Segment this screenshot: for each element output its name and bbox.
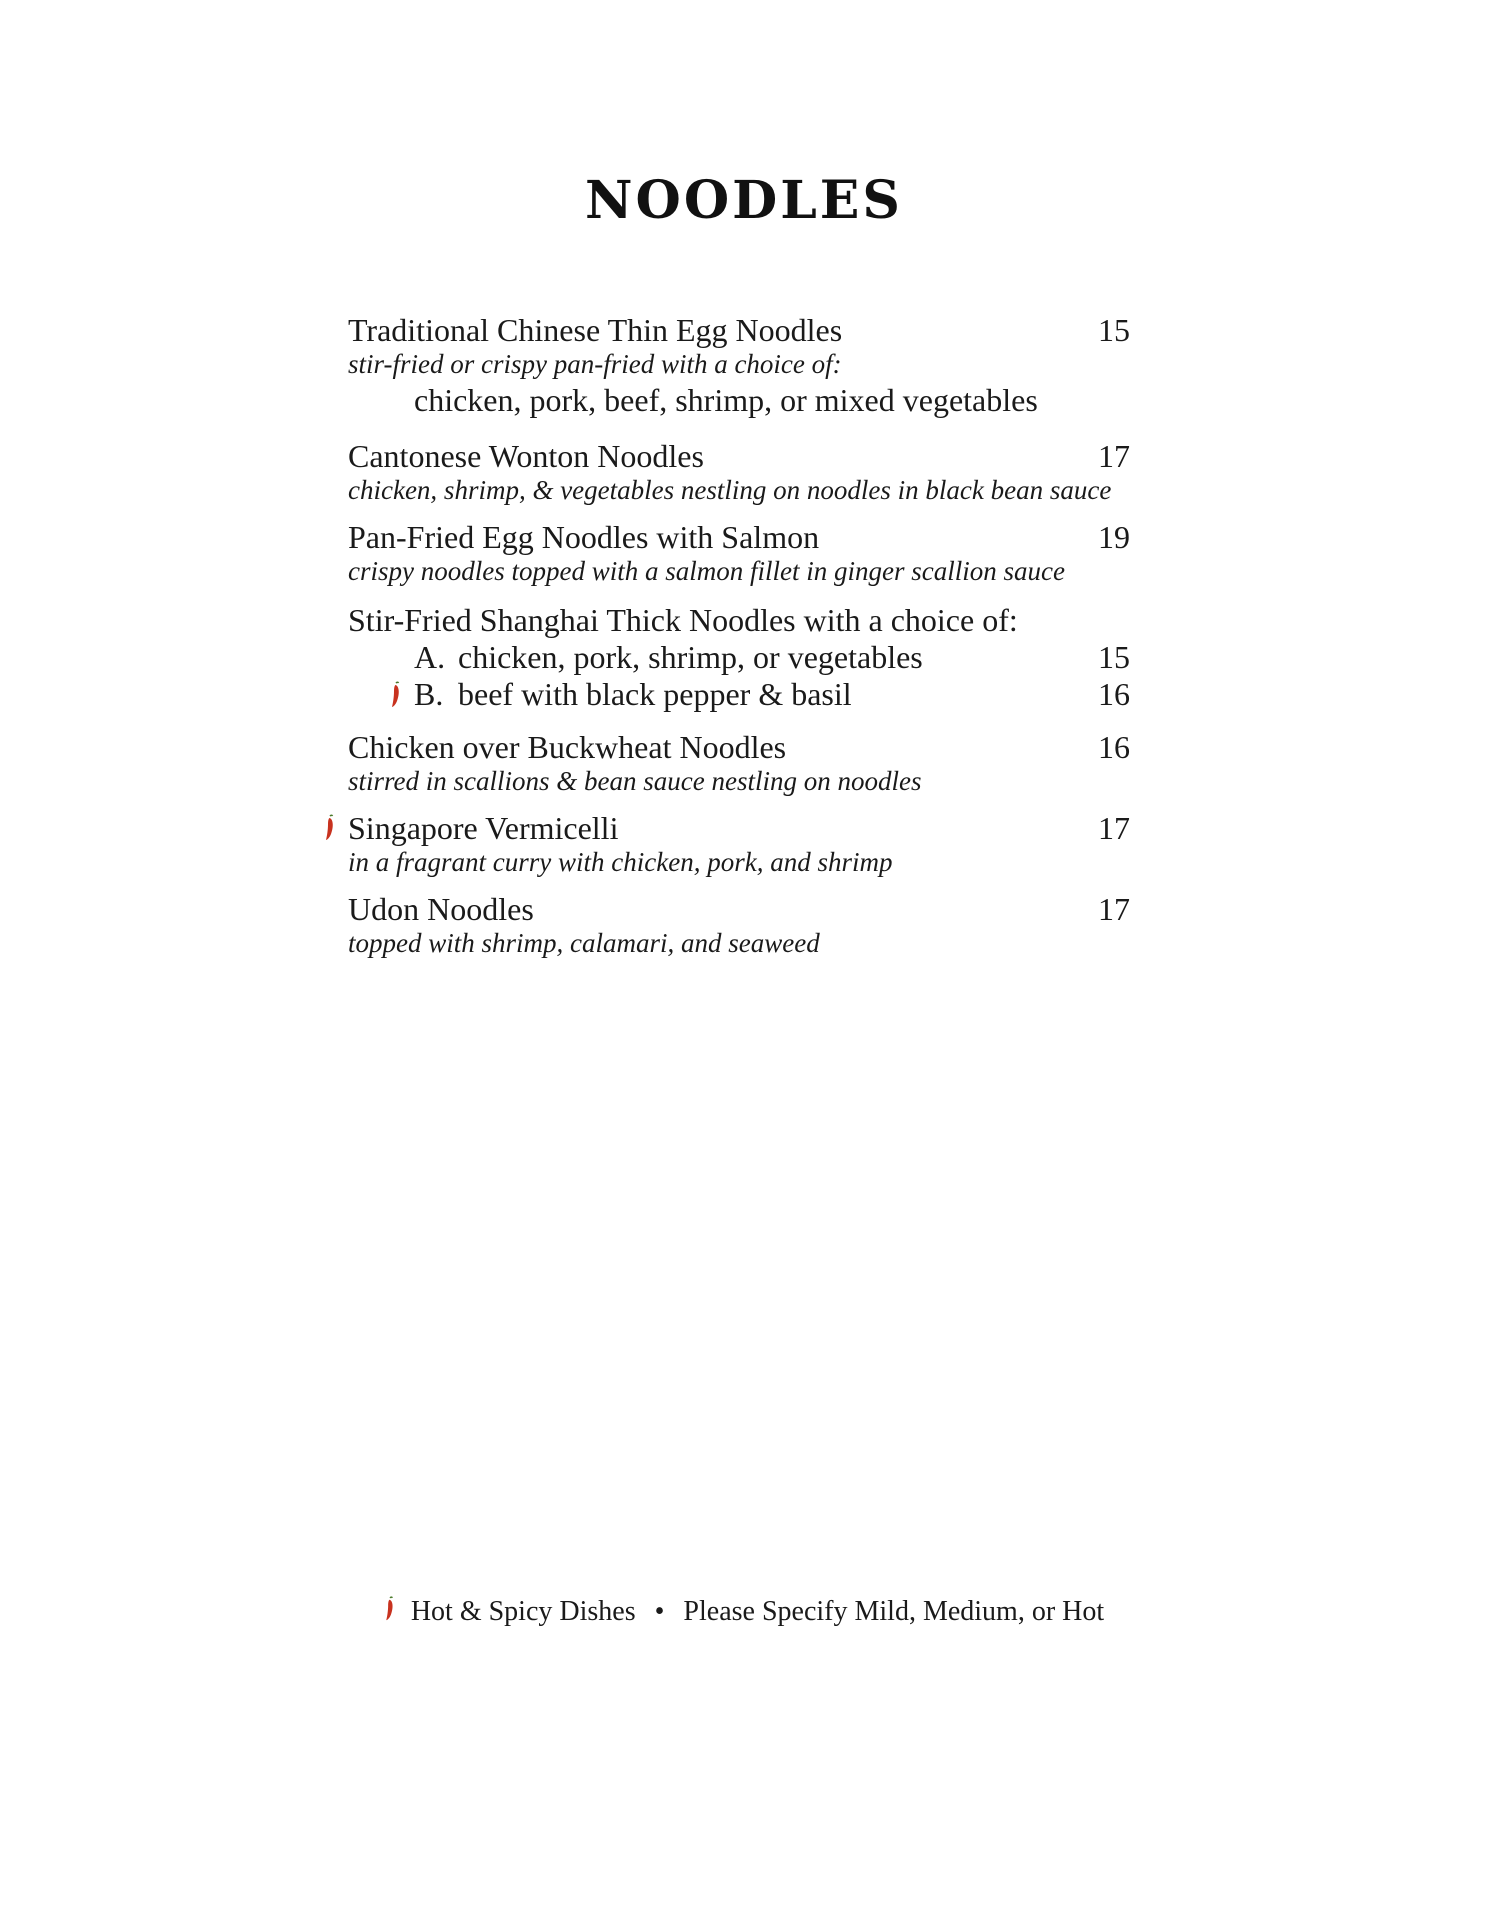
menu-item-price: 16	[1098, 729, 1130, 765]
option-letter: A.	[414, 639, 446, 675]
menu-item-option-b	[348, 676, 1138, 713]
option-text: beef with black pepper & basil	[458, 676, 852, 712]
menu-item-price: 19	[1098, 519, 1130, 555]
option-price: 16	[1098, 676, 1130, 712]
menu-item-header	[348, 519, 1138, 556]
spicy-legend	[0, 1596, 1488, 1628]
menu-item-buckwheat-noodles	[348, 729, 1138, 796]
menu-item-header	[348, 438, 1138, 475]
menu-item-description: crispy noodles topped with a salmon fillet in ginger scallion sauce	[348, 556, 1065, 586]
chili-pepper-icon	[390, 681, 402, 709]
spicy-label: Hot & Spicy Dishes	[410, 1596, 636, 1627]
menu-item-description: stir-fried or crispy pan-fried with a choice of:	[348, 349, 842, 379]
menu-item-header	[348, 312, 1138, 349]
menu-item-description: chicken, shrimp, & vegetables nestling on noodles in black bean sauce	[348, 475, 1112, 505]
menu-item-name: Cantonese Wonton Noodles	[348, 438, 704, 474]
menu-item-header	[348, 810, 1138, 847]
menu-item-price: 17	[1098, 438, 1130, 474]
menu-item-name: Pan-Fried Egg Noodles with Salmon	[348, 519, 820, 555]
option-price: 15	[1098, 639, 1130, 675]
menu-item-choices: chicken, pork, beef, shrimp, or mixed vegetables	[414, 382, 1038, 418]
option-letter: B.	[414, 676, 444, 712]
menu-item-singapore-vermicelli	[348, 810, 1138, 877]
option-text: chicken, pork, shrimp, or vegetables	[458, 639, 923, 675]
menu-item-name: Chicken over Buckwheat Noodles	[348, 729, 787, 765]
menu-item-udon-noodles	[348, 891, 1138, 958]
menu-item-price: 17	[1098, 810, 1130, 846]
menu-item-wonton-noodles	[348, 438, 1138, 505]
menu-item-salmon-noodles	[348, 519, 1138, 586]
page-title: NOODLES	[585, 170, 903, 231]
chili-pepper-icon	[324, 814, 336, 842]
menu-item-name: Stir-Fried Shanghai Thick Noodles with a choice of:	[348, 602, 1018, 638]
menu-item-price: 15	[1098, 312, 1130, 348]
menu-item-name: Singapore Vermicelli	[348, 810, 619, 846]
menu-item-price: 17	[1098, 891, 1130, 927]
menu-item-shanghai-noodles	[348, 602, 1138, 713]
menu-item-header	[348, 891, 1138, 928]
chili-pepper-icon	[384, 1596, 396, 1622]
menu-item-description: topped with shrimp, calamari, and seaweed	[348, 928, 820, 958]
menu-item-header	[348, 602, 1138, 639]
spice-level-note: Please Specify Mild, Medium, or Hot	[683, 1596, 1105, 1627]
menu-list	[348, 312, 1138, 958]
menu-item-name: Udon Noodles	[348, 891, 534, 927]
menu-item-description: stirred in scallions & bean sauce nestling on noodles	[348, 766, 922, 796]
separator-dot: •	[654, 1596, 665, 1627]
menu-item-header	[348, 729, 1138, 766]
menu-item-name: Traditional Chinese Thin Egg Noodles	[348, 312, 843, 348]
menu-item-description: in a fragrant curry with chicken, pork, and shrimp	[348, 847, 893, 877]
menu-item-option-a	[348, 639, 1138, 676]
menu-item-thin-egg-noodles	[348, 312, 1138, 419]
